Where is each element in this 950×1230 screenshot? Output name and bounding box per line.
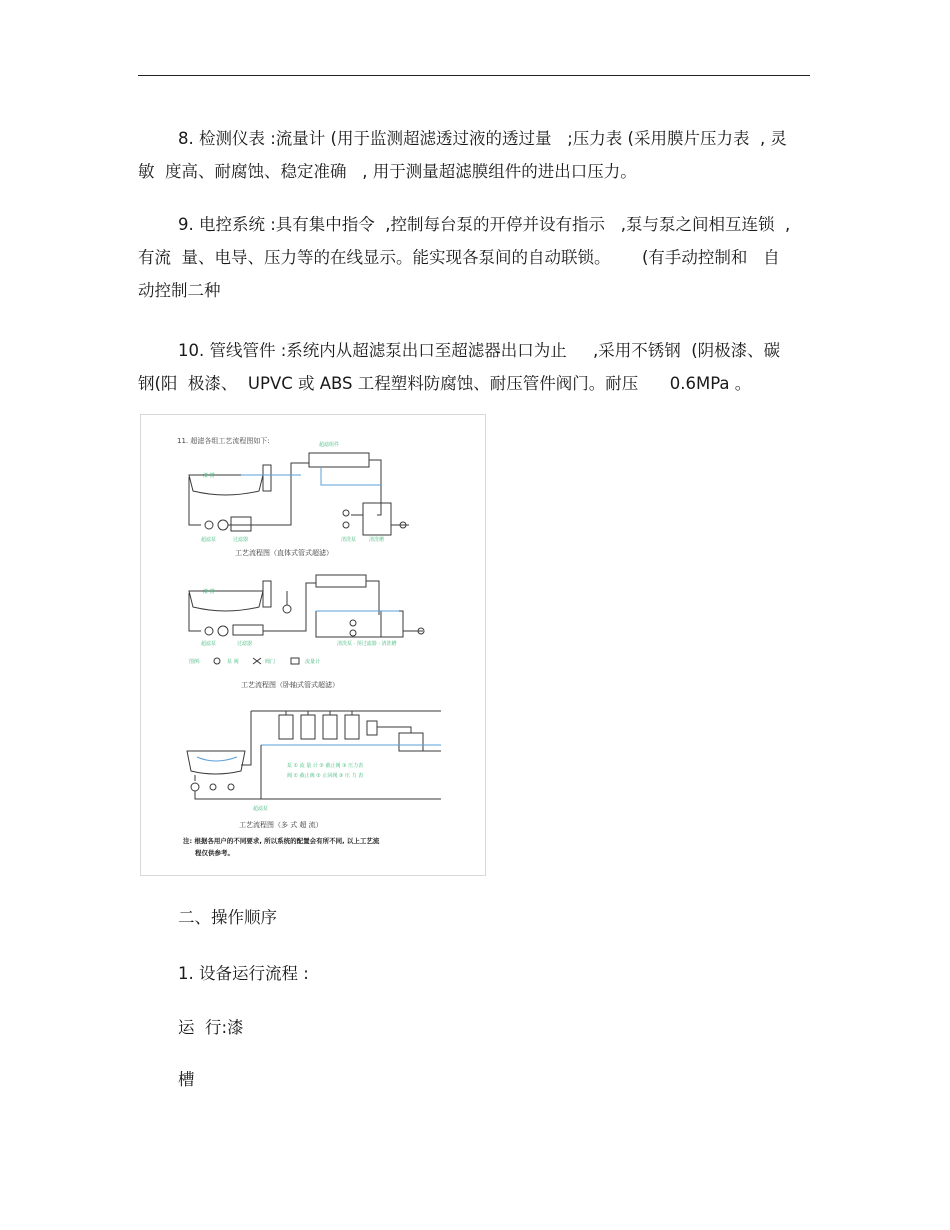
svg-text:漆 槽: 漆 槽 — [203, 589, 215, 595]
svg-text:阀门: 阀门 — [265, 659, 276, 665]
uf-column-4 — [345, 715, 359, 739]
svg-text:阀 ① 截止阀 ② 止回阀 ③ 压 力 表: 阀 ① 截止阀 ② 止回阀 ③ 压 力 表 — [287, 773, 364, 779]
filter-1 — [231, 517, 251, 531]
clean-tank-3 — [399, 733, 423, 751]
header-rule — [138, 75, 810, 76]
legend-row — [189, 658, 320, 665]
figure-note-line-1: 注: 根据各用户的不同要求, 所以系统的配置会有所不同, 以上工艺流 — [183, 837, 380, 845]
uf-column-3 — [323, 715, 337, 739]
filter-2 — [233, 625, 263, 635]
pump-1b — [218, 520, 228, 530]
figure-note-line-2: 程仅供参考。 — [195, 849, 234, 857]
tank-1 — [189, 475, 263, 495]
clean-tank-2 — [381, 611, 403, 637]
svg-text:超滤泵: 超滤泵 — [253, 806, 269, 812]
caption-1: 工艺流程图（直体式管式超滤） — [235, 549, 333, 557]
paragraph-9 — [138, 208, 810, 307]
clean-tank-1 — [363, 503, 391, 535]
svg-text:泵 ① 流 量 计 ② 截止阀 ③ 压力表: 泵 ① 流 量 计 ② 截止阀 ③ 压力表 — [287, 763, 364, 769]
tank-2 — [189, 591, 263, 611]
paragraph-9-line-1: 9. 电控系统 :具有集中指令 ,控制每台泵的开停并设有指示 ,泵与泵之间相互连锁 , — [178, 215, 791, 234]
uf-module-1 — [309, 453, 369, 467]
paragraph-10-line-1: 10. 管线管件 :系统内从超滤泵出口至超滤器出口为止 ,采用不锈钢 (阴极漆、碳 — [178, 341, 781, 360]
svg-text:图例:: 图例: — [189, 659, 201, 665]
uf-column-2 — [301, 715, 315, 739]
svg-text:超滤组件: 超滤组件 — [319, 442, 340, 448]
paragraph-8-line-2: 敏 度高、耐腐蚀、稳定准确 , 用于测量超滤膜组件的进出口压力。 — [138, 162, 637, 181]
svg-text:超滤泵: 超滤泵 — [201, 641, 217, 647]
svg-text:漆 槽: 漆 槽 — [203, 473, 215, 479]
paragraph-10-line-2: 钢(阳 极漆、 UPVC 或 ABS 工程塑料防腐蚀、耐压管件阀门。耐压 0.6MPa 。 — [138, 374, 752, 393]
svg-text:清洗槽: 清洗槽 — [369, 537, 385, 543]
process-flow-diagram — [141, 415, 485, 875]
paragraph-8 — [138, 122, 810, 188]
pump-1 — [205, 521, 213, 529]
caption-2: 工艺流程图（卧轴式管式超滤） — [241, 681, 339, 689]
tank-line: 槽 — [178, 1070, 195, 1089]
paragraph-9-line-2: 有流 量、电导、压力等的在线显示。能实现各泵间的自动联锁。 (有手动控制和 自 — [138, 248, 780, 267]
uf-module-2 — [316, 575, 366, 587]
run-line: 运 行:漆 — [178, 1018, 244, 1037]
svg-text:清洗泵 · 预过滤器 · 清洗槽: 清洗泵 · 预过滤器 · 清洗槽 — [337, 641, 397, 647]
svg-text:过滤器: 过滤器 — [233, 537, 249, 543]
uf-column-1 — [279, 715, 293, 739]
svg-text:流量计: 流量计 — [305, 659, 321, 665]
tank-3 — [187, 751, 245, 774]
paragraph-10 — [138, 334, 810, 400]
svg-text:清洗泵: 清洗泵 — [341, 537, 357, 543]
paragraph-8-line-1: 8. 检测仪表 :流量计 (用于监测超滤透过液的透过量 ;压力表 (采用膜片压力表 , 灵 — [178, 129, 787, 148]
paragraph-9-line-3: 动控制二种 — [138, 281, 221, 300]
section-heading: 二、操作顺序 — [178, 908, 277, 927]
caption-3: 工艺流程图（多 式 超 流） — [239, 821, 323, 829]
svg-text:泵 阀: 泵 阀 — [227, 659, 239, 665]
figure-header: 11. 超滤各组工艺流程图如下: — [177, 437, 270, 445]
svg-text:过滤器: 过滤器 — [237, 641, 253, 647]
list-item-1: 1. 设备运行流程 : — [178, 964, 309, 983]
process-flow-figure — [140, 414, 486, 876]
svg-text:超滤泵: 超滤泵 — [201, 537, 217, 543]
tank-1-overflow — [263, 465, 271, 491]
